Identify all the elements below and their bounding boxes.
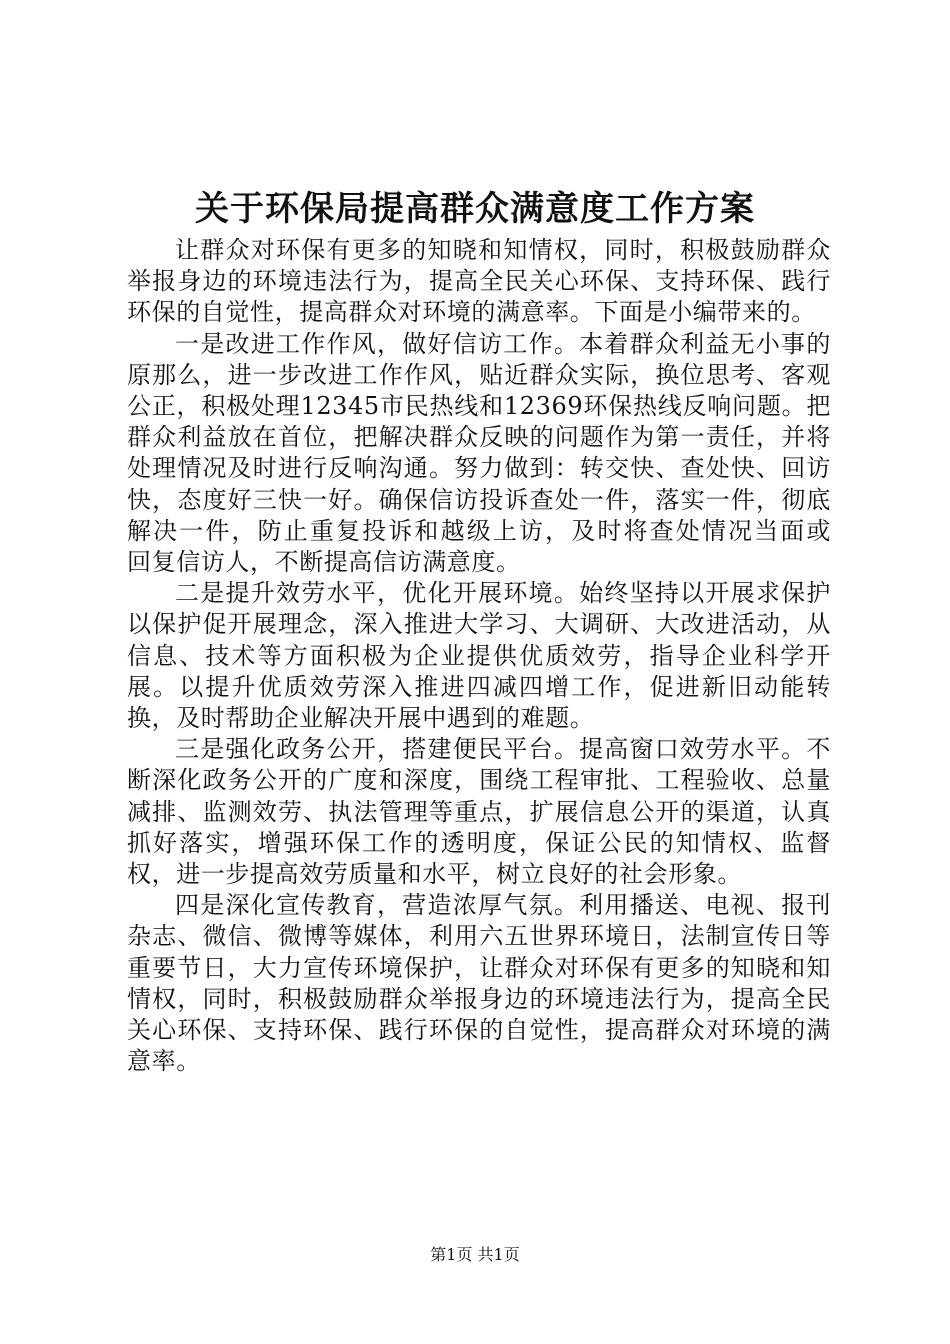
paragraph-3: 三是强化政务公开，搭建便民平台。提高窗口效劳水平。不断深化政务公开的广度和深度，围绕工程审批、工程验收、总量减排、监测效劳、执法管理等重点，扩展信息公开的渠道，认真抓好落实，增强环保工作的透明度，保证公民的知情权、监督权，进一步提高效劳质量和水平，树立良好的社会形象。: [127, 735, 831, 889]
paragraph-4: 四是深化宣传教育，营造浓厚气氛。利用播送、电视、报刊杂志、微信、微博等媒体，利用六五世界环境日，法制宣传日等重要节日，大力宣传环境保护，让群众对环保有更多的知晓和知情权，同时，积极鼓励群众举报身边的环境违法行为，提高全民关心环保、支持环保、践行环保的自觉性，提高群众对环境的满意率。: [127, 891, 831, 1076]
paragraph-1: 一是改进工作作风，做好信访工作。本着群众利益无小事的原那么，进一步改进工作作风，贴近群众实际，换位思考、客观公正，积极处理12345市民热线和12369环保热线反响问题。把群众利益放在首位，把解决群众反映的问题作为第一责任，并将处理情况及时进行反响沟通。努力做到：转交快、查处快、回访快，态度好三快一好。确保信访投诉查处一件，落实一件，彻底解决一件，防止重复投诉和越级上访，及时将查处情况当面或 回复信访人，不断提高信访满意度。: [127, 329, 864, 577]
paragraph-intro: 让群众对环保有更多的知晓和知情权，同时，积极鼓励群众举报身边的环境违法行为，提高全民关心环保、支持环保、践行环保的自觉性，提高群众对环境的满意率。下面是小编带来的。: [127, 236, 831, 327]
paragraph-2: 二是提升效劳水平，优化开展环境。始终坚持以开展求保护以保护促开展理念，深入推进大学习、大调研、大改进活动，从信息、技术等方面积极为企业提供优质效劳，指导企业科学开展。以提升优质效劳深入推进四减四增工作，促进新旧动能转换，及时帮助企业解决开展中遇到的难题。: [127, 579, 831, 733]
page-number-footer: 第1页 共1页: [430, 1245, 520, 1264]
document-title: 关于环保局提高群众满意度工作方案: [195, 189, 755, 229]
document-body: [127, 235, 864, 1077]
